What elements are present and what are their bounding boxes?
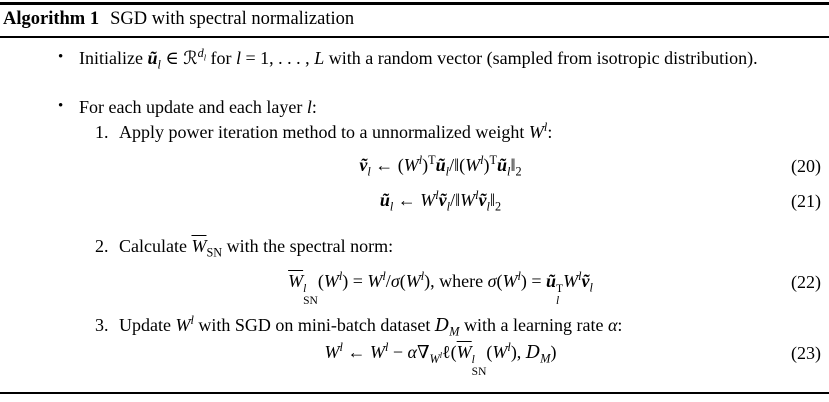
equation-number-21: (21): [791, 191, 821, 211]
equation-23: $W^l$ ← $W^l$ − $\alpha\nabla_{W^l}\ell(\overline{W}$ l SN $(W^l)$, $D_M$): [324, 340, 557, 378]
equation-21: $ũ_l$ ← $W^lṽ_l/‖W^lṽ_l‖_2$: [379, 188, 502, 214]
algorithm-caption: [3, 9, 826, 30]
step-number: 1.: [95, 122, 109, 142]
equation-22: $\overline{W}$ l SN $(W^l) = W^l/\sigma(W^l)$, where $\sigma(W^l)$ = ũ T l $W^lṽ_l$: [288, 269, 593, 307]
bullet-marker: •: [58, 98, 64, 114]
bullet-item-initialize: [58, 47, 803, 71]
step-item-power-iteration: [95, 121, 805, 145]
equation-number-20: (20): [791, 156, 821, 176]
algorithm-label: Algorithm 1: [3, 9, 100, 29]
step-text-power-iteration: Apply power iteration method to a unnormalized weight $W^l$:: [119, 120, 553, 142]
top-rule: [0, 2, 829, 5]
equation-row-21: [60, 190, 821, 212]
step-number: 2.: [95, 236, 109, 256]
bottom-rule: [0, 392, 829, 394]
equation-number-23: (23): [791, 343, 821, 363]
equation-row-22: [60, 271, 821, 307]
step-text-spectral-norm: Calculate $\overline{W}_{SN}$ with the spectral norm:: [119, 236, 394, 260]
algorithm-title: SGD with spectral normalization: [110, 9, 355, 29]
bullet-text-for-each-update: For each update and each layer l:: [79, 97, 317, 117]
step-item-sgd-update: [95, 314, 805, 338]
equation-20: ṽ$_l$ ← $(W^l)^Tũ_l/‖(W^l)^Tũ_l‖_2$: [359, 153, 522, 179]
step-item-spectral-norm: [95, 235, 805, 259]
step-number: 3.: [95, 315, 109, 335]
bullet-marker: •: [58, 49, 64, 65]
bullet-item-for-each-update: [58, 96, 803, 120]
step-text-sgd-update: Update $W^l$ with SGD on mini-batch dataset $D_M$ with a learning rate α:: [119, 313, 623, 339]
equation-row-20: [60, 155, 821, 177]
bullet-text-initialize: Initialize $ũ_l$ ∈ ℛ$^{d_l}$ for l = 1, . . . , L with a random vector (sampled from isotropic distribution).: [79, 46, 758, 72]
caption-rule: [0, 36, 829, 38]
equation-row-23: [60, 342, 821, 378]
equation-number-22: (22): [791, 272, 821, 292]
